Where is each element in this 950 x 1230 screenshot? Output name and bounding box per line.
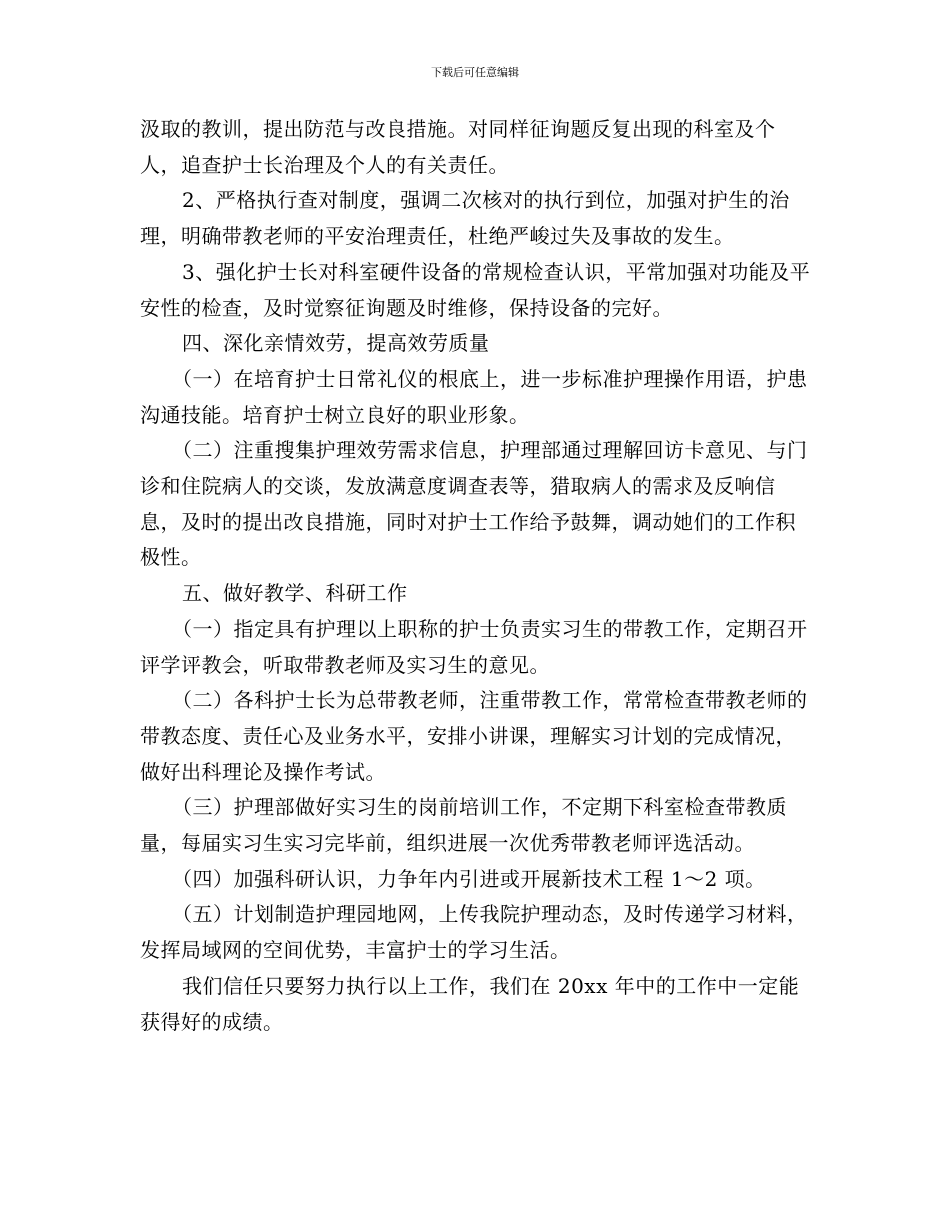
paragraph-5-2: （二）各科护士长为总带教老师，注重带教工作，常常检查带教老师的带教态度、责任心及业务水平，安排小讲课，理解实习计划的完成情况，做好出科理论及操作考试。 [140, 688, 808, 784]
document-body [140, 112, 815, 1040]
section-heading-5: 五、做好教学、科研工作 [182, 581, 408, 606]
paragraph-4-2: （二）注重搜集护理效劳需求信息，护理部通过理解回访卡意见、与门诊和住院病人的交谈，发放满意度调查表等，猎取病人的需求及反响信息，及时的提出改良措施，同时对护士工作给予鼓舞，调动她们的工作积极性。 [140, 438, 808, 570]
page-header: 下载后可任意编辑 [431, 66, 519, 79]
paragraph-2: 2、严格执行查对制度，强调二次核对的执行到位，加强对护生的治理，明确带教老师的平安治理责任，杜绝严峻过失及事故的发生。 [140, 188, 790, 249]
paragraph-5-1: （一）指定具有护理以上职称的护士负责实习生的带教工作，定期召开评学评教会，听取带教老师及实习生的意见。 [140, 616, 808, 677]
closing-paragraph: 我们信任只要努力执行以上工作，我们在 20xx 年中的工作中一定能获得好的成绩。 [140, 973, 800, 1034]
paragraph-1: 汲取的教训，提出防范与改良措施。对同样征询题反复出现的科室及个人，追查护士长治理及个人的有关责任。 [140, 117, 776, 177]
paragraph-3: 3、强化护士长对科室硬件设备的常规检查认识，平常加强对功能及平安性的检查，及时觉察征询题及时维修，保持设备的完好。 [140, 259, 811, 320]
paragraph-4-1: （一）在培育护士日常礼仪的根底上，进一步标准护理操作用语，护患沟通技能。培育护士树立良好的职业形象。 [140, 366, 808, 427]
paragraph-5-4: （四）加强科研认识，力争年内引进或开展新技术工程 1～2 项。 [172, 866, 766, 891]
paragraph-5-5: （五）计划制造护理园地网，上传我院护理动态，及时传递学习材料，发挥局域网的空间优势，丰富护士的学习生活。 [140, 902, 808, 963]
section-heading-4: 四、深化亲情效劳，提高效劳质量 [182, 331, 490, 356]
paragraph-5-3: （三）护理部做好实习生的岗前培训工作，不定期下科室检查带教质量，每届实习生实习完毕前，组织进展一次优秀带教老师评选活动。 [140, 795, 787, 856]
